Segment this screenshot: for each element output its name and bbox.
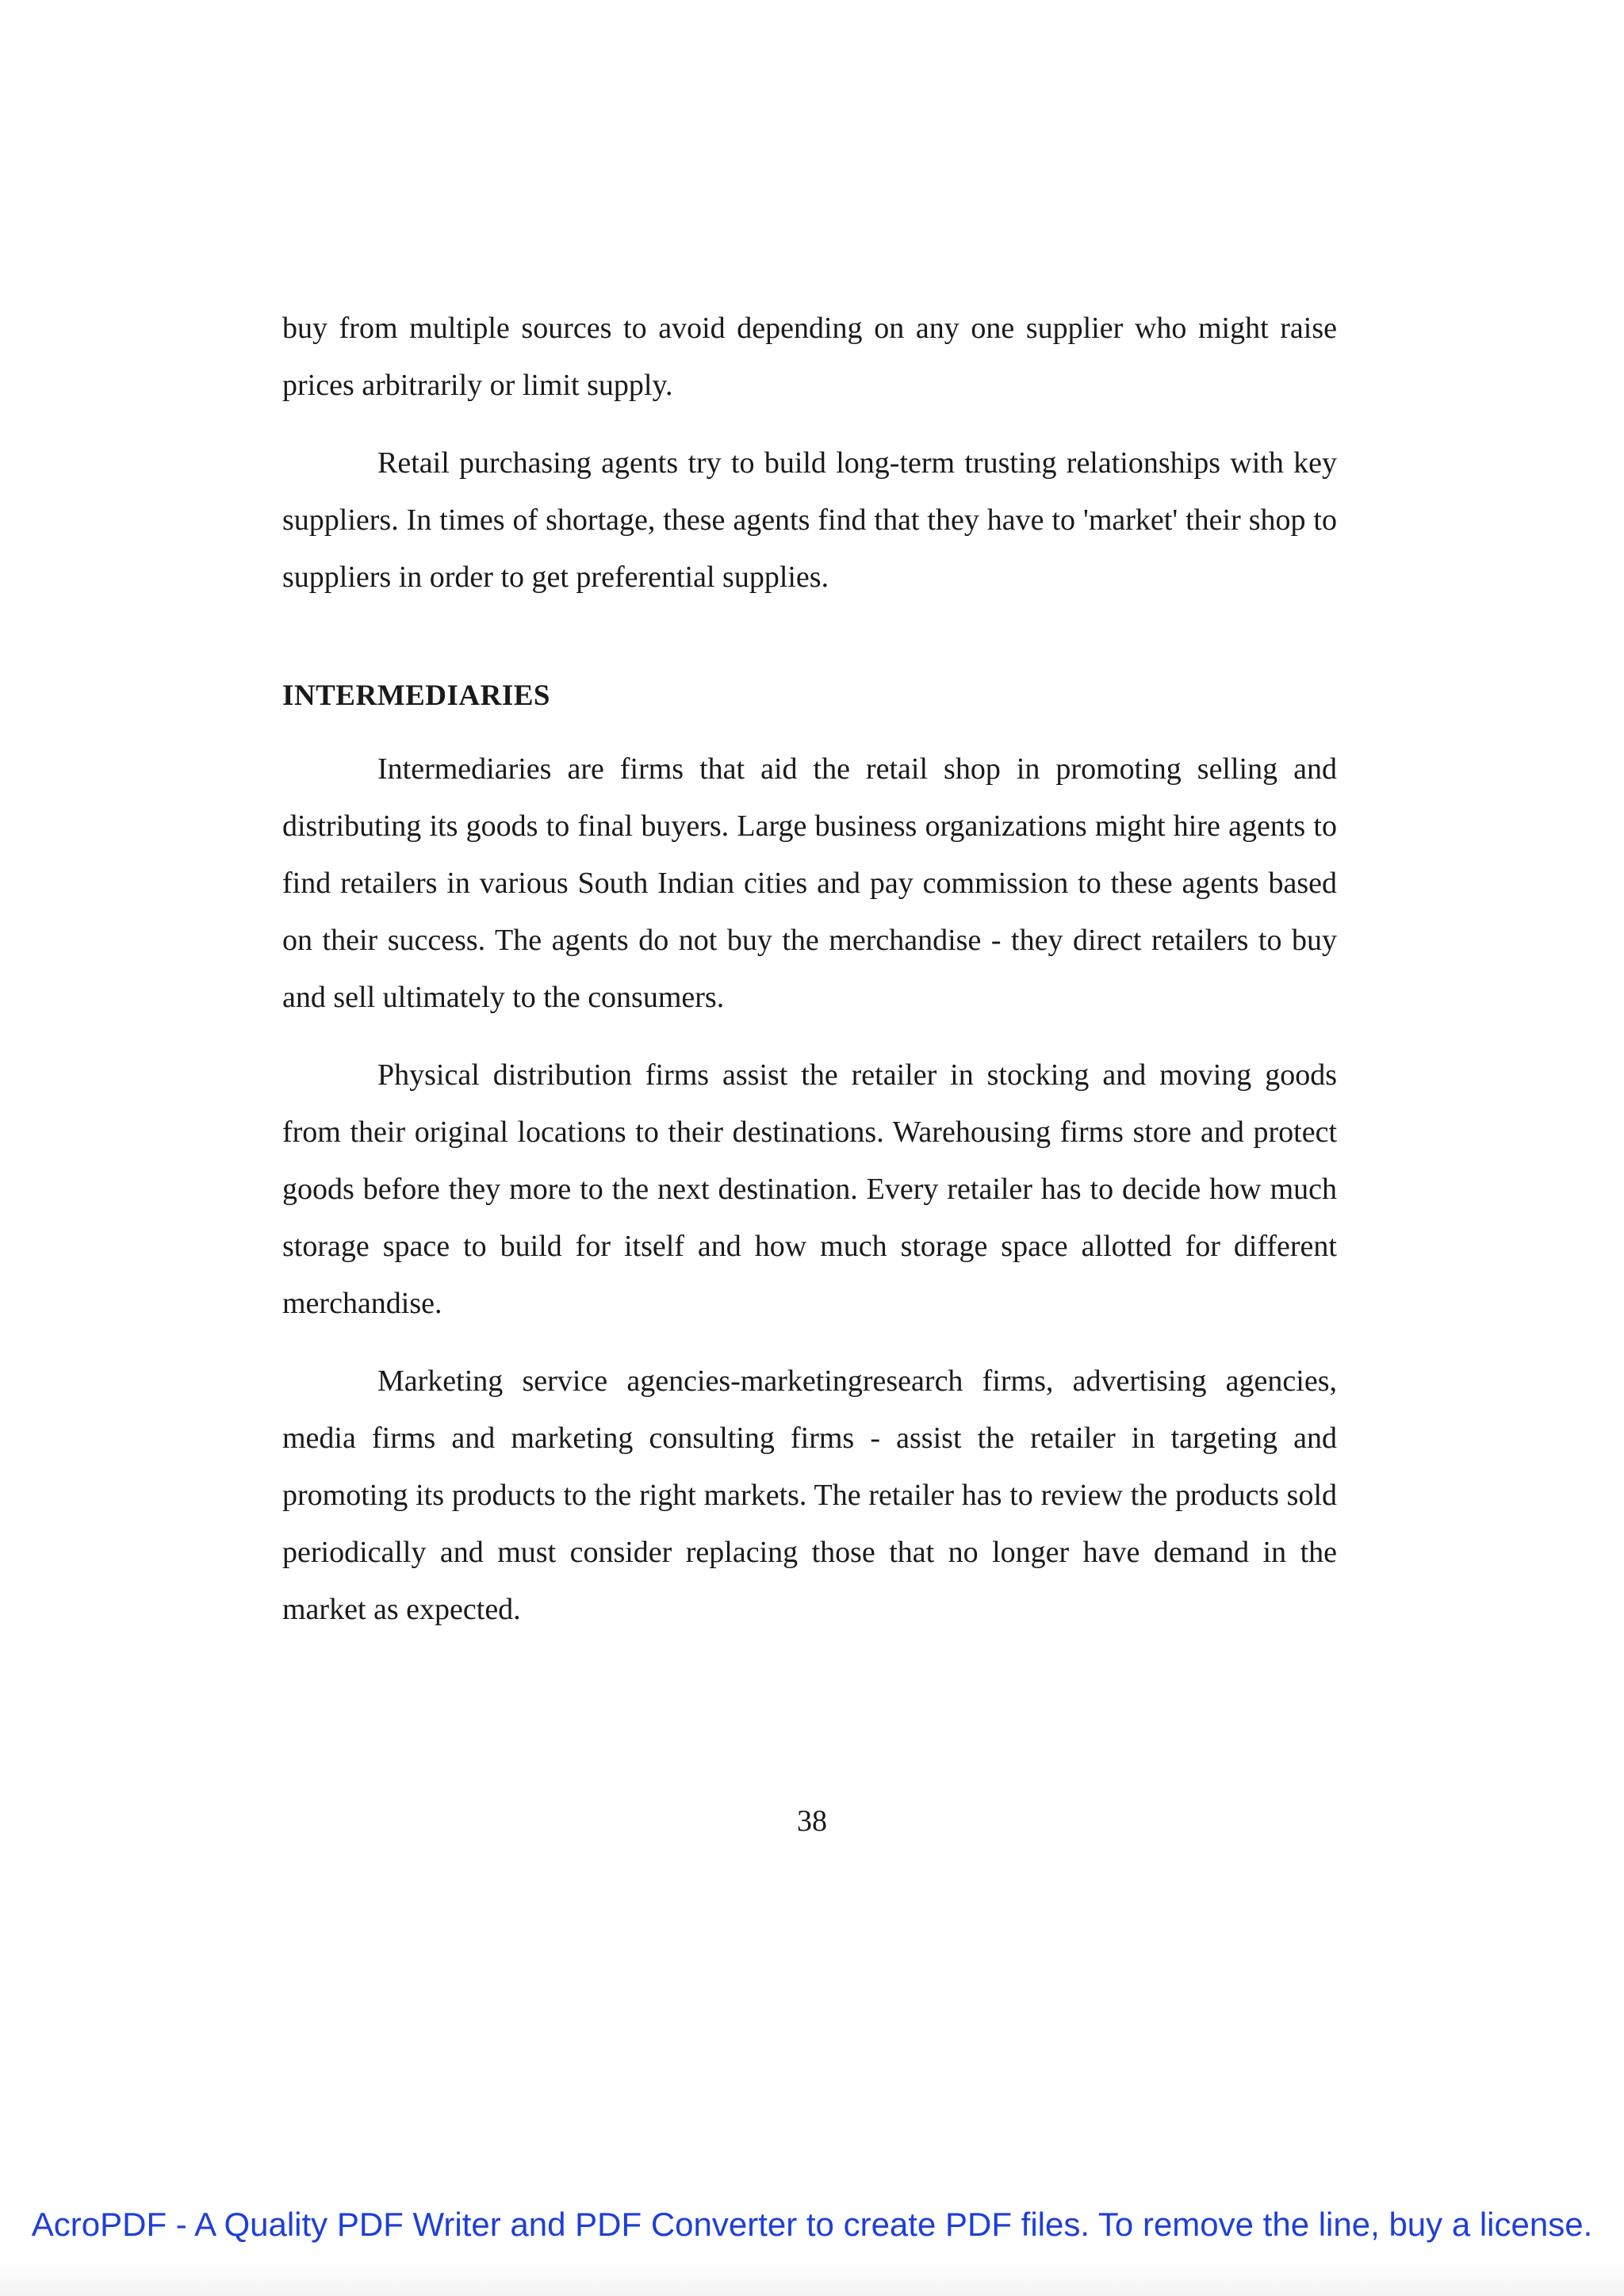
paragraph-marketing-services: Marketing service agencies-marketingresearch firms, advertising agencies, media firms and marketing consulting firms - assist the retailer in targeting and promoting its products to the right markets. The retailer has to review the products sold periodically and must consider replacing those that no longer have demand in the market as expected. <box>282 1364 1337 1626</box>
paragraph-physical-distribution: Physical distribution firms assist the retailer in stocking and moving goods from their original locations to their destinations. Warehousing firms store and protect goods before they more to the next destination. Every retailer has to decide how much storage space to build for itself and how much storage space allotted for different merchandise. <box>282 1058 1337 1320</box>
text-section-bottom <box>282 740 1337 1638</box>
watermark-banner: AcroPDF - A Quality PDF Writer and PDF Converter to create PDF files. To remove the line, buy a license. <box>31 2206 1593 2243</box>
page-number: 38 <box>797 1804 827 1838</box>
paragraph-continuation: buy from multiple sources to avoid depending on any one supplier who might raise prices arbitrarily or limit supply. <box>282 312 1337 402</box>
paragraph-purchasing-agents: Retail purchasing agents try to build long-term trusting relationships with key suppliers. In times of shortage, these agents find that they have to 'market' their shop to suppliers in order to get preferential supplies. <box>282 446 1337 594</box>
paragraph-intermediaries: Intermediaries are firms that aid the retail shop in promoting selling and distributing its goods to final buyers. Large business organizations might hire agents to find retailers in various South Indian cities and pay commission to these agents based on their success. The agents do not buy the merchandise - they direct retailers to buy and sell ultimately to the consumers. <box>282 752 1337 1014</box>
section-heading-wrapper <box>282 668 1337 725</box>
text-section-top <box>282 300 1337 606</box>
section-heading: INTERMEDIARIES <box>282 679 551 712</box>
bottom-strip <box>0 2260 1624 2296</box>
